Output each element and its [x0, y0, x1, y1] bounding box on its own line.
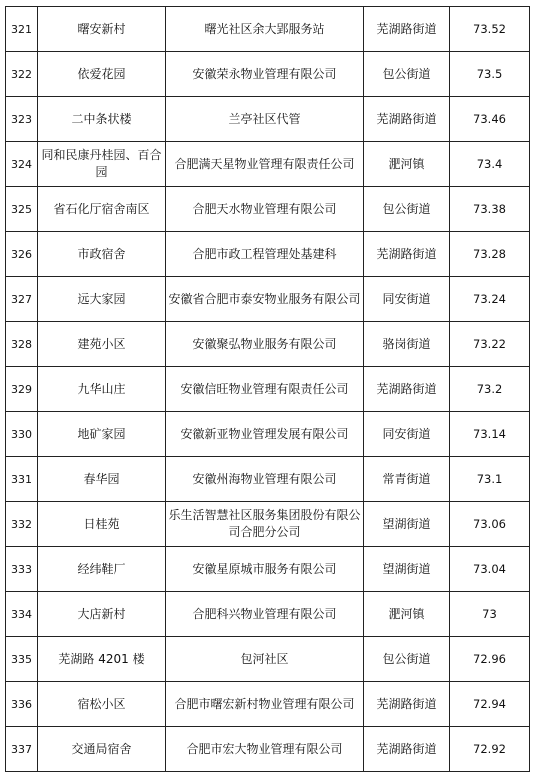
cell-rank-number: 333 — [6, 547, 38, 592]
table-row — [6, 232, 530, 277]
cell-community-name: 芜湖路 4201 楼 — [38, 637, 166, 682]
table-row — [6, 97, 530, 142]
cell-score: 72.96 — [450, 637, 530, 682]
cell-community-name: 市政宿舍 — [38, 232, 166, 277]
cell-score: 72.92 — [450, 727, 530, 772]
cell-community-name: 日桂苑 — [38, 502, 166, 547]
cell-street: 淝河镇 — [364, 592, 450, 637]
cell-community-name: 九华山庄 — [38, 367, 166, 412]
cell-property-company: 合肥市曙宏新村物业管理有限公司 — [166, 682, 364, 727]
cell-rank-number: 323 — [6, 97, 38, 142]
cell-property-company: 合肥市宏大物业管理有限公司 — [166, 727, 364, 772]
cell-street: 芜湖路街道 — [364, 97, 450, 142]
cell-score: 73.06 — [450, 502, 530, 547]
cell-street: 常青街道 — [364, 457, 450, 502]
cell-score: 73 — [450, 592, 530, 637]
cell-score: 73.14 — [450, 412, 530, 457]
cell-property-company: 安徽聚弘物业服务有限公司 — [166, 322, 364, 367]
cell-community-name: 省石化厅宿舍南区 — [38, 187, 166, 232]
cell-score: 73.22 — [450, 322, 530, 367]
cell-community-name: 春华园 — [38, 457, 166, 502]
table-row — [6, 547, 530, 592]
cell-score: 73.04 — [450, 547, 530, 592]
table-row — [6, 52, 530, 97]
cell-property-company: 安徽新亚物业管理发展有限公司 — [166, 412, 364, 457]
cell-property-company: 安徽星原城市服务有限公司 — [166, 547, 364, 592]
ranking-table-page — [5, 6, 530, 772]
table-row — [6, 367, 530, 412]
table-row — [6, 277, 530, 322]
cell-rank-number: 335 — [6, 637, 38, 682]
cell-street: 淝河镇 — [364, 142, 450, 187]
cell-community-name: 大店新村 — [38, 592, 166, 637]
cell-rank-number: 324 — [6, 142, 38, 187]
cell-score: 73.4 — [450, 142, 530, 187]
cell-rank-number: 334 — [6, 592, 38, 637]
cell-score: 73.24 — [450, 277, 530, 322]
cell-street: 包公街道 — [364, 637, 450, 682]
table-row — [6, 322, 530, 367]
cell-community-name: 建苑小区 — [38, 322, 166, 367]
table-row — [6, 682, 530, 727]
table-row — [6, 187, 530, 232]
table-row — [6, 637, 530, 682]
cell-community-name: 二中条状楼 — [38, 97, 166, 142]
cell-rank-number: 327 — [6, 277, 38, 322]
cell-rank-number: 331 — [6, 457, 38, 502]
table-row — [6, 412, 530, 457]
cell-street: 芜湖路街道 — [364, 727, 450, 772]
cell-community-name: 地矿家园 — [38, 412, 166, 457]
cell-street: 同安街道 — [364, 277, 450, 322]
cell-rank-number: 321 — [6, 7, 38, 52]
cell-rank-number: 337 — [6, 727, 38, 772]
cell-rank-number: 329 — [6, 367, 38, 412]
cell-rank-number: 328 — [6, 322, 38, 367]
cell-street: 包公街道 — [364, 187, 450, 232]
cell-community-name: 交通局宿舍 — [38, 727, 166, 772]
cell-rank-number: 332 — [6, 502, 38, 547]
cell-property-company: 包河社区 — [166, 637, 364, 682]
table-row — [6, 7, 530, 52]
cell-community-name: 依爱花园 — [38, 52, 166, 97]
cell-street: 包公街道 — [364, 52, 450, 97]
cell-rank-number: 336 — [6, 682, 38, 727]
cell-property-company: 曙光社区余大郢服务站 — [166, 7, 364, 52]
cell-street: 望湖街道 — [364, 502, 450, 547]
table-row — [6, 457, 530, 502]
cell-property-company: 安徽州海物业管理有限公司 — [166, 457, 364, 502]
cell-street: 芜湖路街道 — [364, 7, 450, 52]
cell-rank-number: 326 — [6, 232, 38, 277]
cell-community-name: 曙安新村 — [38, 7, 166, 52]
cell-property-company: 合肥市政工程管理处基建科 — [166, 232, 364, 277]
cell-community-name: 远大家园 — [38, 277, 166, 322]
cell-property-company: 乐生活智慧社区服务集团股份有限公司合肥分公司 — [166, 502, 364, 547]
cell-score: 73.38 — [450, 187, 530, 232]
cell-property-company: 安徽省合肥市泰安物业服务有限公司 — [166, 277, 364, 322]
cell-community-name: 经纬鞋厂 — [38, 547, 166, 592]
cell-score: 73.28 — [450, 232, 530, 277]
cell-community-name: 同和民康丹桂园、百合园 — [38, 142, 166, 187]
cell-street: 同安街道 — [364, 412, 450, 457]
cell-score: 73.1 — [450, 457, 530, 502]
table-row — [6, 592, 530, 637]
cell-score: 72.94 — [450, 682, 530, 727]
cell-rank-number: 330 — [6, 412, 38, 457]
cell-score: 73.5 — [450, 52, 530, 97]
cell-community-name: 宿松小区 — [38, 682, 166, 727]
cell-property-company: 合肥天水物业管理有限公司 — [166, 187, 364, 232]
cell-score: 73.2 — [450, 367, 530, 412]
table-row — [6, 142, 530, 187]
cell-property-company: 兰亭社区代管 — [166, 97, 364, 142]
cell-street: 芜湖路街道 — [364, 682, 450, 727]
table-row — [6, 502, 530, 547]
cell-rank-number: 325 — [6, 187, 38, 232]
table-body — [6, 7, 530, 772]
cell-street: 芜湖路街道 — [364, 367, 450, 412]
cell-score: 73.52 — [450, 7, 530, 52]
property-ranking-table — [5, 6, 530, 772]
cell-street: 芜湖路街道 — [364, 232, 450, 277]
cell-property-company: 安徽荣永物业管理有限公司 — [166, 52, 364, 97]
cell-property-company: 合肥满天星物业管理有限责任公司 — [166, 142, 364, 187]
cell-score: 73.46 — [450, 97, 530, 142]
cell-street: 望湖街道 — [364, 547, 450, 592]
cell-property-company: 合肥科兴物业管理有限公司 — [166, 592, 364, 637]
cell-property-company: 安徽信旺物业管理有限责任公司 — [166, 367, 364, 412]
table-row — [6, 727, 530, 772]
cell-rank-number: 322 — [6, 52, 38, 97]
cell-street: 骆岗街道 — [364, 322, 450, 367]
